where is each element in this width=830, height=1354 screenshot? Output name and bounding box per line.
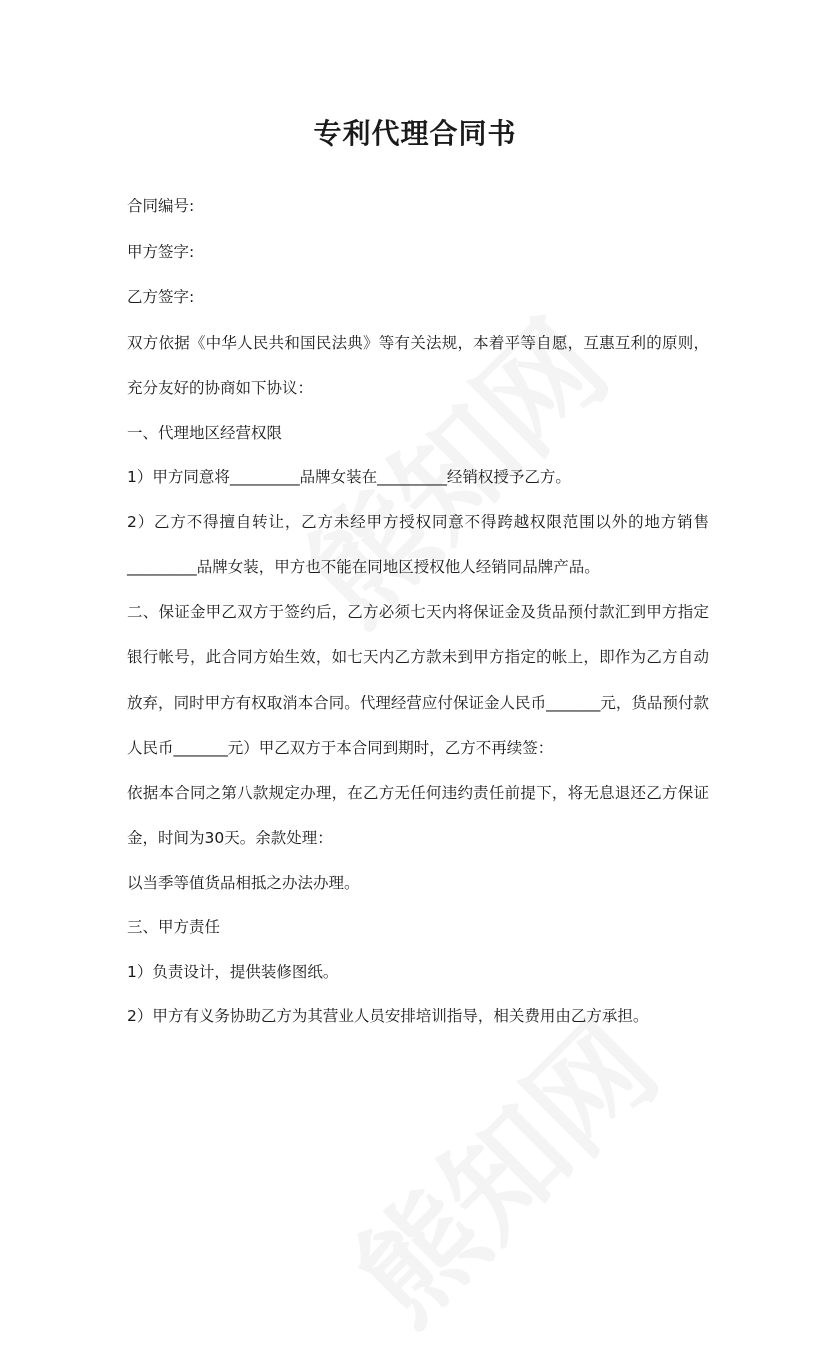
section-heading-3: 三、甲方责任: [127, 918, 221, 936]
balance-handling-paragraph: 以当季等值货品相抵之办法办理。: [127, 873, 360, 892]
party-b-signature-field: 乙方签字:: [127, 288, 195, 306]
clause-1-1: 1）甲方同意将_________品牌女装在_________经销权授予乙方。: [127, 468, 571, 486]
section-heading-1: 一、代理地区经营权限: [127, 423, 283, 442]
contract-number-field: 合同编号:: [127, 197, 195, 215]
intro-paragraph: 双方依据《中华人民共和国民法典》等有关法规，本着平等自愿，互惠互利的原则，充分友好的协商如下协议：: [127, 333, 709, 397]
section-2-deposit: 二、保证金甲乙双方于签约后，乙方必须七天内将保证金及货品预付款汇到甲方指定银行帐号，此合同方始生效，如七天内乙方款未到甲方指定的帐上，即作为乙方自动放弃，同时甲方有权取消本合同。代理经营应付保证金人民币_______元，货品预付款人民币_______元）甲乙双方于本合同到期时，乙方不再续签：: [127, 602, 709, 757]
party-a-signature-field: 甲方签字:: [127, 242, 195, 261]
clause-1-2: 2）乙方不得擅自转让，乙方未经甲方授权同意不得跨越权限范围以外的地方销售_________品牌女装，甲方也不能在同地区授权他人经销同品牌产品。: [127, 512, 709, 576]
clause-3-2: 2）甲方有义务协助乙方为其营业人员安排培训指导，相关费用由乙方承担。: [127, 1007, 649, 1025]
clause-3-1: 1）负责设计，提供装修图纸。: [127, 962, 339, 981]
document-body: [127, 192, 709, 1047]
deposit-refund-paragraph: 依据本合同之第八款规定办理，在乙方无任何违约责任前提下，将无息退还乙方保证金，时间为30天。余款处理：: [127, 783, 709, 847]
document-title: 专利代理合同书: [313, 117, 517, 150]
